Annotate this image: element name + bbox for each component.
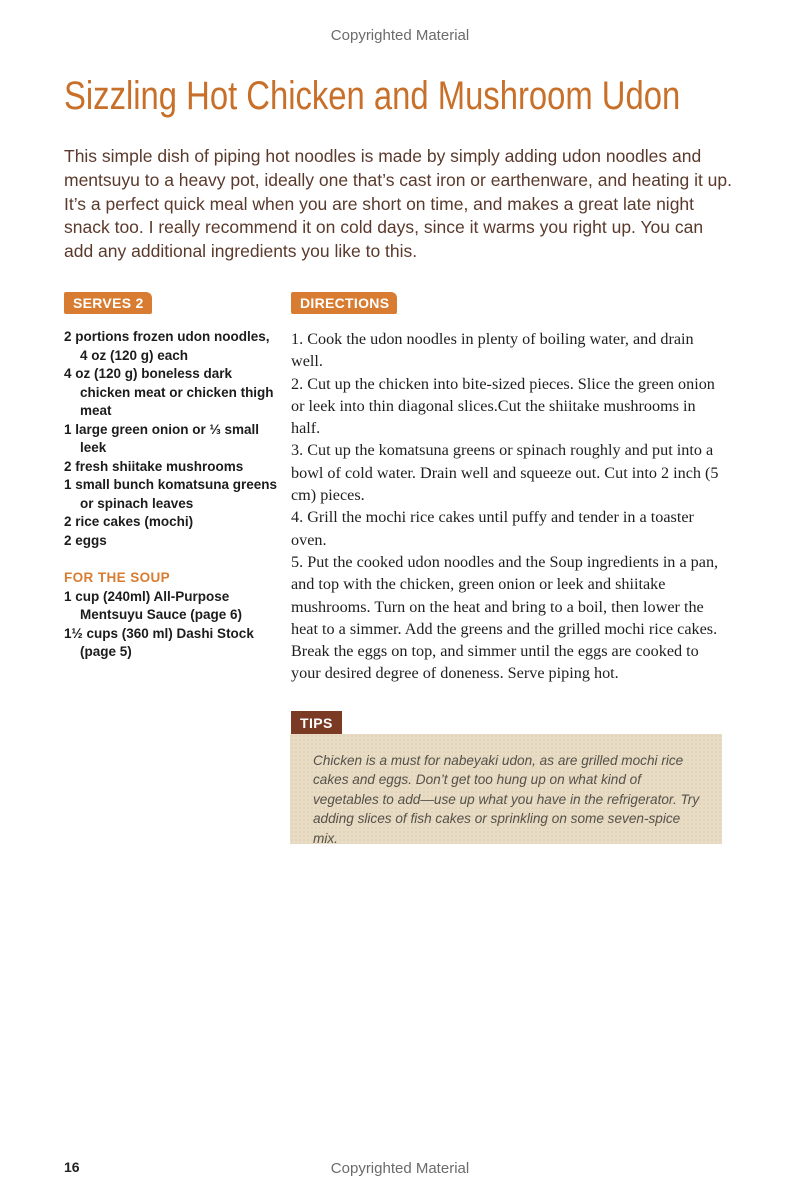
page-number: 16 — [64, 1159, 80, 1175]
copyright-header: Copyrighted Material — [330, 27, 470, 44]
direction-step: 5. Put the cooked udon noodles and the Soup ingredients in a pan, and top with the chicken, green onion or leek and shiitake mushrooms. Turn on the heat and bring to a boil, then lower the heat to a simmer. Add the greens and the grilled mochi rice cakes. Break the eggs on top, and simmer until the eggs are cooked to your desired degree of doneness. Serve piping hot. — [291, 552, 719, 683]
copyright-footer: Copyrighted Material — [330, 1160, 470, 1177]
directions-label: DIRECTIONS — [291, 292, 397, 314]
recipe-title: Sizzling Hot Chicken and Mushroom Udon — [64, 74, 681, 118]
ingredient-item: 1 small bunch komatsuna greens or spinach leaves — [64, 477, 278, 511]
direction-step: 1. Cook the udon noodles in plenty of boiling water, and drain well. — [291, 330, 694, 371]
ingredients-list — [64, 328, 279, 662]
soup-heading: FOR THE SOUP — [64, 570, 171, 585]
soup-ingredient-item: 1 cup (240ml) All-Purpose Mentsuyu Sauce (page 6) — [64, 588, 243, 622]
direction-step: 3. Cut up the komatsuna greens or spinach roughly and put into a bowl of cold water. Drain well and squeeze out. Cut into 2 inch (5 cm) pieces. — [291, 441, 719, 505]
directions-list — [291, 328, 727, 685]
tips-text: Chicken is a must for nabeyaki udon, as are grilled mochi rice cakes and eggs. Don’t get too hung up on what kind of vegetables to add—use up what you have in the refrigerator. Try adding slices of fish cakes or sprinkling on some seven-spice mix. — [313, 753, 700, 846]
serves-label: SERVES 2 — [64, 292, 152, 314]
ingredient-item: 2 rice cakes (mochi) — [64, 514, 194, 529]
direction-step: 2. Cut up the chicken into bite-sized pieces. Slice the green onion or leek into thin diagonal slices.Cut the shiitake mushrooms in half. — [291, 374, 715, 438]
ingredient-item: 2 eggs — [64, 532, 107, 548]
ingredient-item: 2 portions frozen udon noodles, 4 oz (120 g) each — [64, 329, 270, 363]
recipe-intro: This simple dish of piping hot noodles is made by simply adding udon noodles and mentsuyu to a heavy pot, ideally one that’s cast iron or earthenware, and heating it up. It’s a perfect quick meal when you are short on time, and makes a great late night snack too. I really recommend it on cold days, since it warms you right up. You can add any additional ingredients you like to this. — [64, 146, 733, 262]
ingredient-item: 4 oz (120 g) boneless dark chicken meat or chicken thigh meat — [64, 366, 274, 418]
ingredient-item: 1 large green onion or ⅓ small leek — [64, 421, 260, 455]
soup-ingredient-item: 1½ cups (360 ml) Dashi Stock (page 5) — [64, 625, 254, 659]
ingredient-item: 2 fresh shiitake mushrooms — [64, 458, 244, 474]
direction-step: 4. Grill the mochi rice cakes until puffy and tender in a toaster oven. — [291, 508, 694, 549]
tips-label: TIPS — [291, 711, 342, 734]
tips-box — [290, 734, 722, 844]
